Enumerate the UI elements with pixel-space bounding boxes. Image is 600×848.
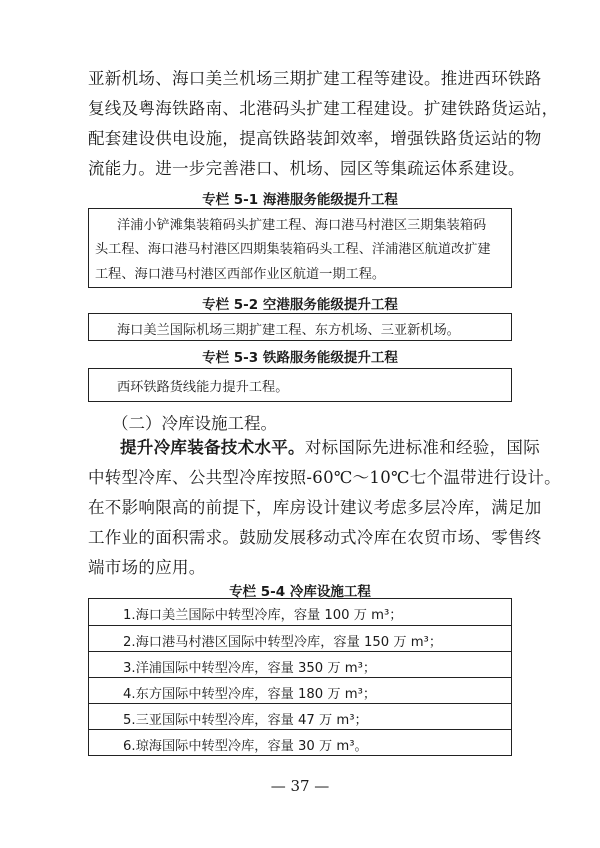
storage-row-text: 2.海口港马村港区国际中转型冷库，容量 150 万 m³； [123, 635, 443, 650]
box1-panel [88, 208, 512, 288]
storage-row [89, 651, 511, 678]
box1-caption: 专栏 5-1 海港服务能级提升工程 [202, 192, 398, 208]
storage-row-text: 1.海口美兰国际中转型冷库，容量 100 万 m³； [123, 608, 403, 623]
page-number: — 37 — [270, 777, 330, 795]
box3-caption: 专栏 5-3 铁路服务能级提升工程 [202, 350, 398, 366]
intro-line: 配套建设供电设施，提高铁路装卸效率，增强铁路货运站的物 [88, 129, 542, 148]
intro-line: 亚新机场、海口美兰机场三期扩建工程等建设。推进西环铁路 [88, 69, 542, 88]
box2-line: 海口美兰国际机场三期扩建工程、东方机场、三亚新机场。 [117, 323, 460, 338]
para2-line: 中转型冷库、公共型冷库按照-60℃～10℃七个温带进行设计。 [88, 468, 561, 487]
box2-panel [88, 313, 512, 341]
box4-caption: 专栏 5-4 冷库设施工程 [229, 584, 371, 600]
para2-line: 在不影响限高的前提下，库房设计建议考虑多层冷库，满足加 [88, 498, 542, 517]
section-heading: （二）冷库设施工程。 [112, 414, 277, 433]
intro-line: 复线及粤海铁路南、北港码头扩建工程建设。扩建铁路货运站， [88, 99, 559, 118]
storage-row [89, 729, 511, 756]
storage-row [89, 677, 511, 704]
box3-line: 西环铁路货线能力提升工程。 [117, 380, 289, 395]
box3-panel [88, 368, 512, 402]
box1-line: 头工程、海口港马村港区四期集装箱码头工程、洋浦港区航道改扩建 [95, 242, 491, 257]
storage-row-text: 6.琼海国际中转型冷库，容量 30 万 m³。 [123, 739, 368, 754]
para2-line: 工作业的面积需求。鼓励发展移动式冷库在农贸市场、零售终 [88, 528, 542, 547]
storage-row [89, 703, 511, 730]
storage-row [89, 625, 511, 652]
storage-row-text: 5.三亚国际中转型冷库，容量 47 万 m³； [123, 713, 368, 728]
cold-storage-paragraph [88, 433, 561, 583]
intro-paragraph [88, 64, 559, 184]
para2-line: 端市场的应用。 [88, 558, 206, 577]
intro-line: 流能力。进一步完善港口、机场、园区等集疏运体系建设。 [88, 159, 525, 178]
box2-caption: 专栏 5-2 空港服务能级提升工程 [202, 297, 398, 313]
storage-row [89, 599, 511, 625]
storage-row-text: 4.东方国际中转型冷库，容量 180 万 m³； [123, 687, 377, 702]
box1-line: 洋浦小铲滩集装箱码头扩建工程、海口港马村港区三期集装箱码 [117, 218, 487, 233]
para2-lead: 提升冷库装备技术水平。 [120, 438, 305, 457]
box1-line: 工程、海口港马村港区西部作业区航道一期工程。 [95, 267, 386, 282]
para2-lead-rest: 对标国际先进标准和经验，国际 [304, 438, 541, 457]
box4-panel [88, 598, 512, 756]
para2-line [88, 433, 541, 463]
storage-row-text: 3.洋浦国际中转型冷库，容量 350 万 m³； [123, 661, 377, 676]
